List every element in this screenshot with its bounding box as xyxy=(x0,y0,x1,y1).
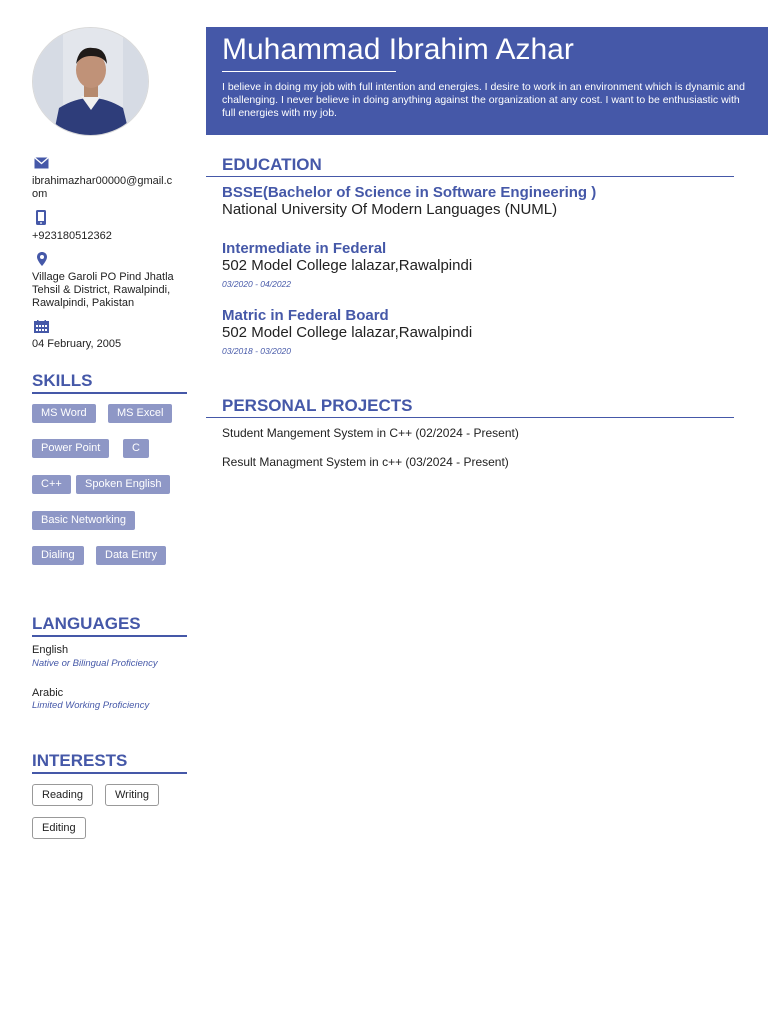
skill-tag: C xyxy=(123,439,149,458)
language-level: Native or Bilingual Proficiency xyxy=(32,658,158,669)
education-dates: 03/2018 - 03/2020 xyxy=(222,346,292,356)
education-dates: 03/2020 - 04/2022 xyxy=(222,279,292,289)
skill-tag: MS Word xyxy=(32,404,96,423)
skill-tag: Basic Networking xyxy=(32,511,135,530)
project-item: Result Managment System in c++ (03/2024 - Present) xyxy=(222,455,509,469)
address-text: Village Garoli PO Pind Jhatla Tehsil & District, Rawalpindi, Rawalpindi, Pakistan xyxy=(32,271,174,309)
language-name: English xyxy=(32,644,69,656)
education-degree: Intermediate in Federal xyxy=(222,240,387,257)
interest-tag: Writing xyxy=(105,784,159,806)
education-heading: EDUCATION xyxy=(206,155,734,177)
calendar-icon xyxy=(34,320,49,333)
birthdate-text: 04 February, 2005 xyxy=(32,338,122,350)
full-name: Muhammad Ibrahim Azhar xyxy=(222,33,574,66)
phone-text: +923180512362 xyxy=(32,230,112,242)
projects-heading: PERSONAL PROJECTS xyxy=(206,396,734,418)
language-level: Limited Working Proficiency xyxy=(32,700,150,711)
education-degree: Matric in Federal Board xyxy=(222,307,389,324)
header-banner xyxy=(206,27,768,135)
education-school: 502 Model College lalazar,Rawalpindi xyxy=(222,257,473,274)
skill-tag: Data Entry xyxy=(96,546,166,565)
envelope-icon xyxy=(34,157,49,169)
education-school: National University Of Modern Languages (NUML) xyxy=(222,201,558,218)
location-pin-icon xyxy=(37,252,47,266)
education-degree: BSSE(Bachelor of Science in Software Engineering ) xyxy=(222,184,597,201)
interest-tag: Editing xyxy=(32,817,86,839)
language-name: Arabic xyxy=(32,687,64,699)
name-underline xyxy=(222,71,396,72)
skill-tag: C++ xyxy=(32,475,71,494)
profile-photo xyxy=(32,27,149,136)
skill-tag: Dialing xyxy=(32,546,84,565)
skill-tag: Power Point xyxy=(32,439,109,458)
email-text: ibrahimazhar00000@gmail.c om xyxy=(32,175,173,200)
skill-tag: MS Excel xyxy=(108,404,172,423)
phone-icon xyxy=(36,210,46,225)
interests-heading: INTERESTS xyxy=(32,751,187,774)
interest-tag: Reading xyxy=(32,784,93,806)
education-school: 502 Model College lalazar,Rawalpindi xyxy=(222,324,473,341)
languages-heading: LANGUAGES xyxy=(32,614,187,637)
skill-tag: Spoken English xyxy=(76,475,170,494)
project-item: Student Mangement System in C++ (02/2024 - Present) xyxy=(222,426,519,440)
summary-text: I believe in doing my job with full intention and energies. I desire to work in an environment which is dynamic and challenging. I never believe in doing anything against the organization at any cost. I want to be enthusiastic with full energies with my job. xyxy=(222,81,745,119)
skills-heading: SKILLS xyxy=(32,371,187,394)
